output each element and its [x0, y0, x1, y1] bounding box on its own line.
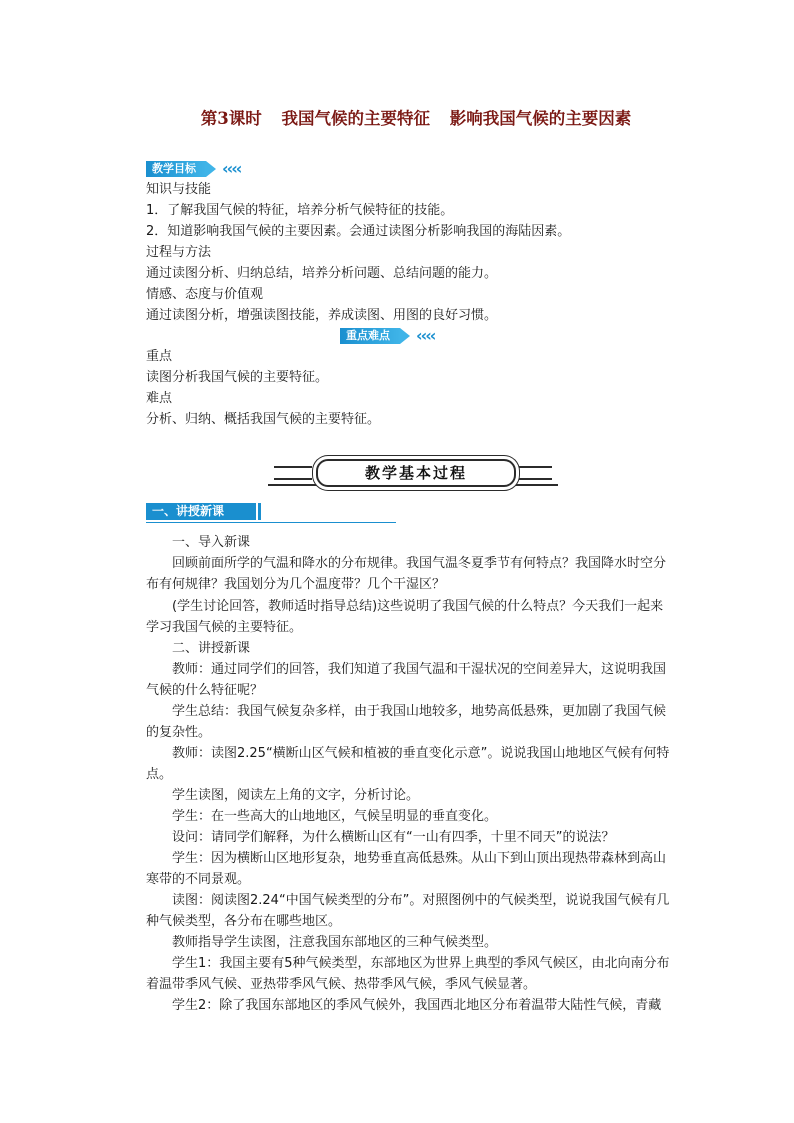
- paragraph: 一、导入新课: [172, 535, 251, 550]
- paragraph: 学生2：除了我国东部地区的季风气候外，我国西北地区分布着温带大陆性气候，青藏: [172, 998, 662, 1013]
- difficult-text: 分析、归纳、概括我国气候的主要特征。: [146, 412, 381, 427]
- emotion-text: 通过读图分析，增强读图技能，养成读图、用图的良好习惯。: [146, 308, 498, 323]
- paragraph: 学生总结：我国气候复杂多样，由于我国山地较多，地势高低悬殊，更加剧了我国气候的复杂性。: [146, 704, 667, 740]
- page-title: [146, 105, 686, 129]
- title-lesson: 第3课时: [200, 109, 262, 128]
- process-text: 通过读图分析、归纳总结，培养分析问题、总结问题的能力。: [146, 266, 498, 281]
- process-emblem: [268, 456, 558, 490]
- title-part2: 影响我国气候的主要因素: [449, 109, 632, 128]
- knowledge-item-2: 2．知道影响我国气候的主要因素。会通过读图分析影响我国的海陆因素。: [146, 224, 571, 239]
- chevrons-icon: ‹‹‹‹: [416, 326, 435, 345]
- paragraph: 学生：在一些高大的山地地区，气候呈明显的垂直变化。: [172, 809, 498, 824]
- emotion-heading: 情感、态度与价值观: [146, 287, 264, 302]
- paragraph: 二、讲授新课: [172, 641, 251, 656]
- paragraph: (学生讨论回答，教师适时指导总结)这些说明了我国气候的什么特点？今天我们一起来学习我国气候的主要特征。: [146, 599, 664, 635]
- section-label: 一、讲授新课: [146, 503, 256, 520]
- knowledge-heading: 知识与技能: [146, 182, 212, 197]
- key-text: 读图分析我国气候的主要特征。: [146, 370, 329, 385]
- section-header: [146, 503, 396, 523]
- title-part1: 我国气候的主要特征: [281, 109, 430, 128]
- emblem-label: 教学基本过程: [316, 459, 516, 487]
- paragraph: 学生：因为横断山区地形复杂，地势垂直高低悬殊。从山下到山顶出现热带森林到高山寒带的不同景观。: [146, 851, 667, 887]
- paragraph: 学生1：我国主要有5种气候类型，东部地区为世界上典型的季风气候区，由北向南分布着温带季风气候、亚热带季风气候、热带季风气候，季风气候显著。: [146, 956, 670, 992]
- key-heading: 重点: [146, 349, 173, 364]
- chevrons-icon: ‹‹‹‹: [222, 159, 241, 178]
- keypoints-banner: [340, 328, 434, 344]
- objectives-banner-label: 教学目标: [146, 161, 206, 177]
- objectives-banner: [146, 161, 240, 177]
- section-tick: [258, 503, 261, 520]
- paragraph: 学生读图，阅读左上角的文字，分析讨论。: [172, 788, 420, 803]
- paragraph: 回顾前面所学的气温和降水的分布规律。我国气温冬夏季节有何特点？我国降水时空分布有何规律？我国划分为几个温度带？几个干湿区？: [146, 556, 667, 592]
- paragraph: 设问：请同学们解释，为什么横断山区有“一山有四季，十里不同天”的说法？: [172, 830, 615, 845]
- paragraph: 教师：读图2.25“横断山区气候和植被的垂直变化示意”。说说我国山地地区气候有何特点。: [146, 746, 670, 782]
- knowledge-item-1: 1．了解我国气候的特征，培养分析气候特征的技能。: [146, 203, 454, 218]
- emblem-left-ornament: [274, 466, 312, 480]
- paragraph: 读图：阅读图2.24“中国气候类型的分布”。对照图例中的气候类型，说说我国气候有几种气候类型，各分布在哪些地区。: [146, 893, 670, 929]
- section-rule: [146, 522, 396, 523]
- paragraph: 教师指导学生读图，注意我国东部地区的三种气候类型。: [172, 935, 498, 950]
- difficult-heading: 难点: [146, 391, 173, 406]
- paragraph: 教师：通过同学们的回答，我们知道了我国气温和干湿状况的空间差异大，这说明我国气候的什么特征呢？: [146, 662, 667, 698]
- keypoints-banner-label: 重点难点: [340, 328, 400, 344]
- emblem-right-ornament: [514, 466, 552, 480]
- process-heading: 过程与方法: [146, 245, 212, 260]
